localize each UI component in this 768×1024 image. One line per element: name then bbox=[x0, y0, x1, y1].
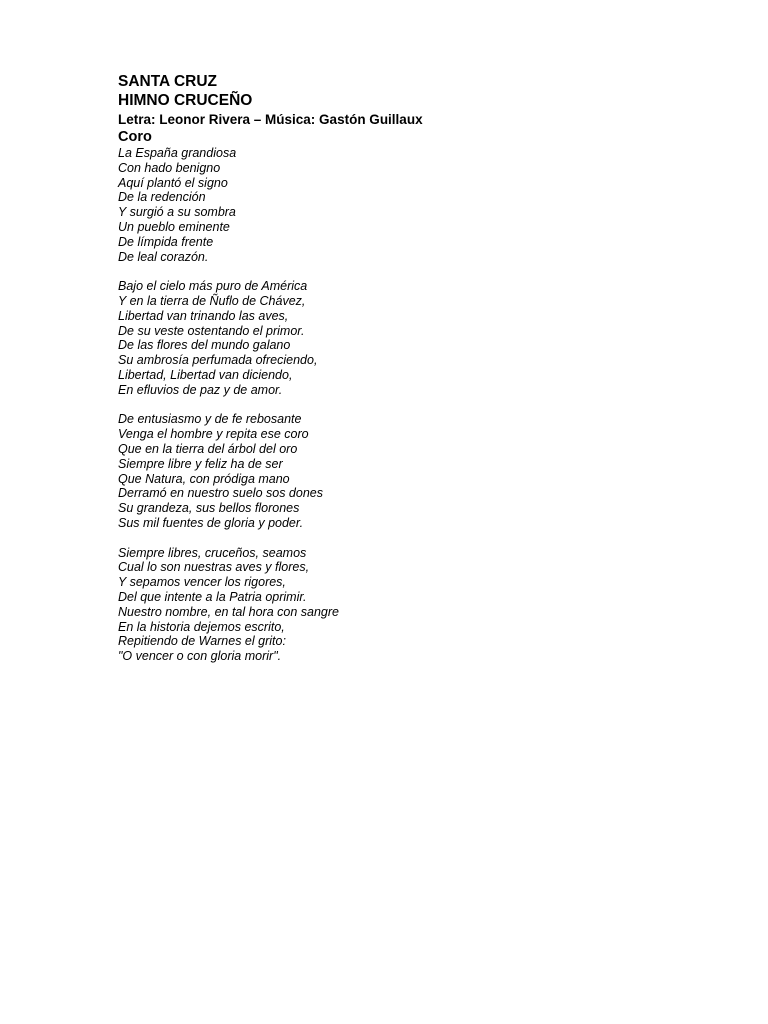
verse-line: Aquí plantó el signo bbox=[118, 175, 228, 190]
verse-line: Y surgió a su sombra bbox=[118, 205, 236, 220]
verse-line: En la historia dejemos escrito, bbox=[118, 619, 285, 634]
verse-line: Cual lo son nuestras aves y flores, bbox=[118, 560, 310, 575]
verse-line: Libertad, Libertad van diciendo, bbox=[118, 367, 293, 382]
verse-line: Siempre libres, cruceños, seamos bbox=[118, 545, 307, 560]
title-line-1: SANTA CRUZ bbox=[118, 73, 218, 90]
verse-line: Nuestro nombre, en tal hora con sangre bbox=[118, 604, 339, 619]
stanza-4 bbox=[118, 546, 738, 664]
verse-line: Y sepamos vencer los rigores, bbox=[118, 575, 286, 590]
verse-line: De su veste ostentando el primor. bbox=[118, 323, 305, 338]
verse-line: Su ambrosía perfumada ofreciendo, bbox=[118, 353, 318, 368]
verse-line: En efluvios de paz y de amor. bbox=[118, 382, 283, 397]
verse-line: Libertad van trinando las aves, bbox=[118, 308, 289, 323]
verse-line: De las flores del mundo galano bbox=[118, 338, 291, 353]
title-line-2: HIMNO CRUCEÑO bbox=[118, 92, 253, 109]
verse-line: Sus mil fuentes de gloria y poder. bbox=[118, 515, 304, 530]
verse-line: Su grandeza, sus bellos florones bbox=[118, 501, 300, 516]
document-page bbox=[118, 72, 738, 679]
verse-line: "O vencer o con gloria morir". bbox=[118, 649, 282, 664]
verse-line: Un pueblo eminente bbox=[118, 219, 230, 234]
stanza-2 bbox=[118, 279, 738, 397]
verse-line: De la redención bbox=[118, 190, 206, 205]
verse-line: La España grandiosa bbox=[118, 146, 237, 160]
stanza-3 bbox=[118, 412, 738, 530]
verse-line: De entusiasmo y de fe rebosante bbox=[118, 412, 302, 427]
verse-line: Bajo el cielo más puro de América bbox=[118, 279, 308, 294]
verse-line: Con hado benigno bbox=[118, 160, 221, 175]
verse-line: Y en la tierra de Ñuflo de Chávez, bbox=[118, 293, 306, 308]
verse-line: Venga el hombre y repita ese coro bbox=[118, 427, 309, 442]
verse-line: Que en la tierra del árbol del oro bbox=[118, 441, 298, 456]
verse-line: Repitiendo de Warnes el grito: bbox=[118, 634, 286, 649]
verse-line: De límpida frente bbox=[118, 234, 214, 249]
chorus-heading: Coro bbox=[118, 129, 152, 145]
verse-line: Del que intente a la Patria oprimir. bbox=[118, 589, 307, 604]
verse-line: De leal corazón. bbox=[118, 249, 209, 264]
stanza-1 bbox=[118, 146, 738, 264]
verse-line: Siempre libre y feliz ha de ser bbox=[118, 456, 283, 471]
verse-line: Que Natura, con pródiga mano bbox=[118, 471, 290, 486]
verse-line: Derramó en nuestro suelo sos dones bbox=[118, 486, 323, 501]
credits-line: Letra: Leonor Rivera – Música: Gastón Guillaux bbox=[118, 112, 423, 127]
